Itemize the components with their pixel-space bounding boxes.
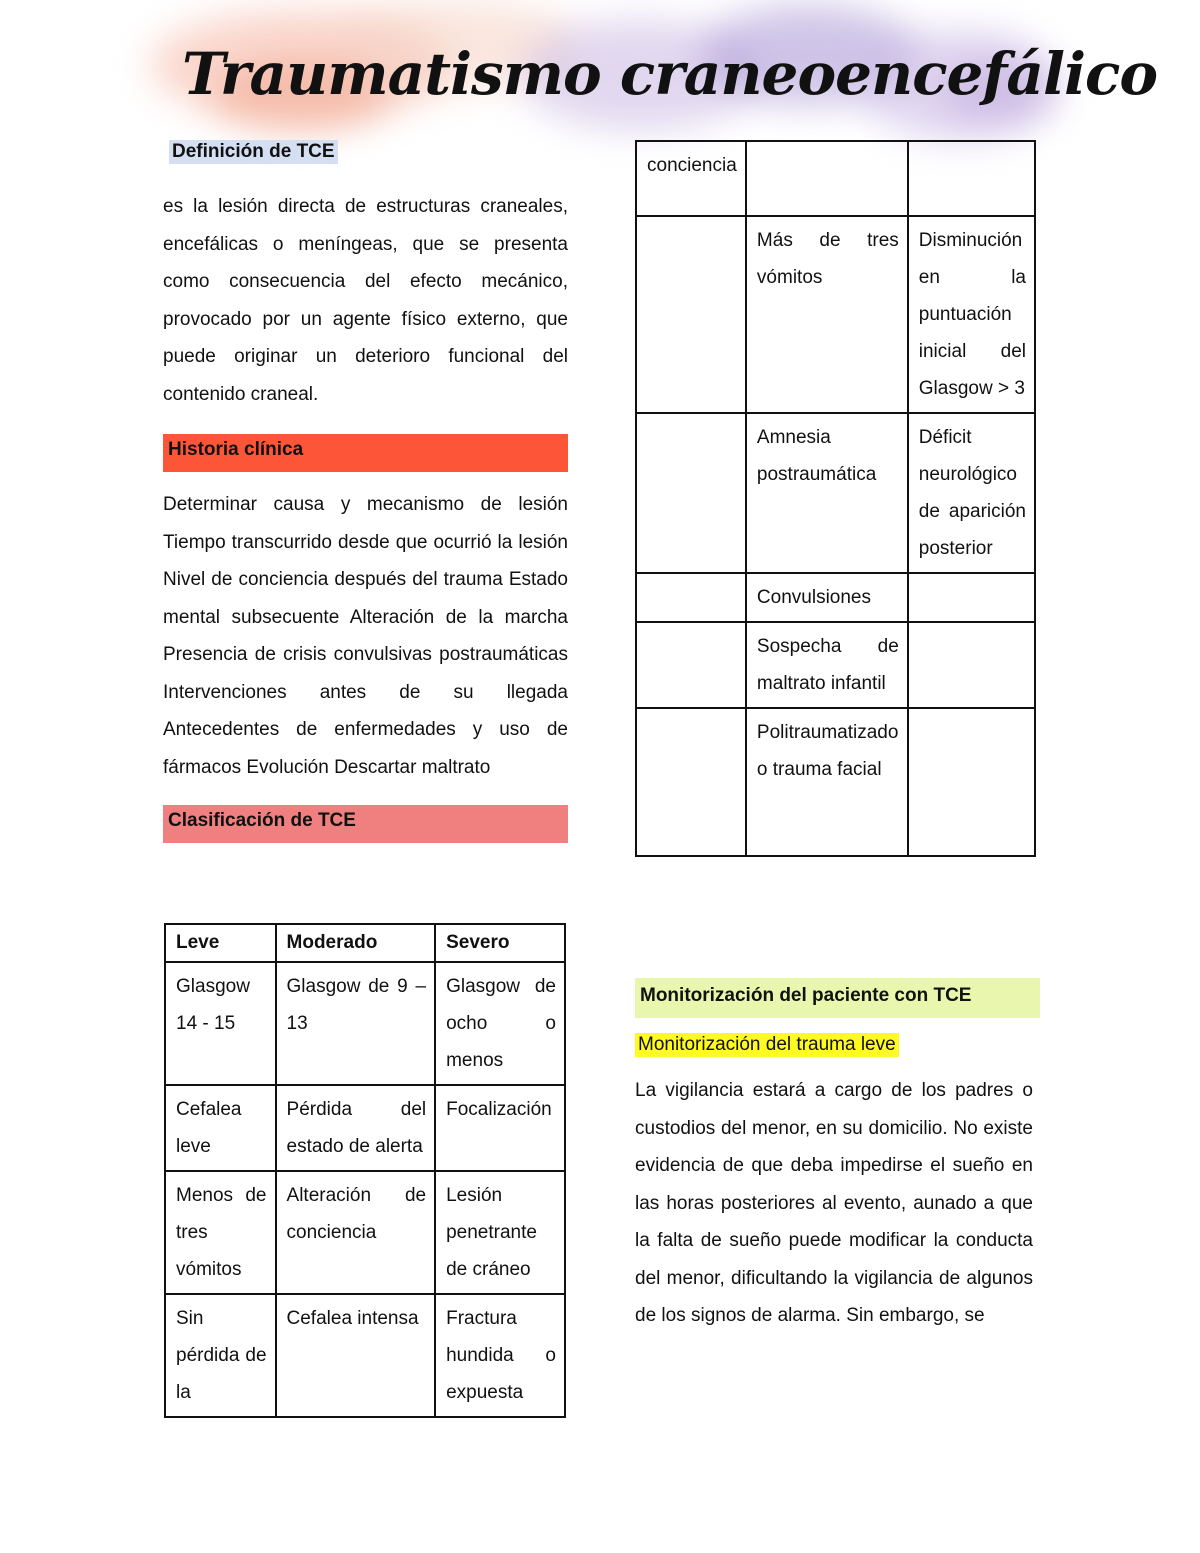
table-cell: Sin pérdida de la xyxy=(165,1294,276,1417)
table-row xyxy=(636,141,1035,216)
table-cell xyxy=(636,216,746,413)
table-row xyxy=(165,962,565,1085)
table-cell: Politraumatizado o trauma facial xyxy=(746,708,908,856)
definition-text: es la lesión directa de estructuras craneales, encefálicas o meníngeas, que se presenta como consecuencia del efecto mecánico, provocado por un agente físico externo, que puede originar un deterioro funcional del contenido craneal. xyxy=(163,196,568,405)
header-moderado: Moderado xyxy=(276,924,436,962)
table-cell: Glasgow de 9 – 13 xyxy=(276,962,436,1085)
table-row xyxy=(636,216,1035,413)
table-row xyxy=(636,708,1035,856)
monitoring-text: La vigilancia estará a cargo de los padres o custodios del menor, en su domicilio. No existe evidencia de que deba impedirse el sueño en las horas posteriores al evento, aunado a que la falta de sueño puede modificar la conducta del menor, dificultando la vigilancia de algunos de los signos de alarma. Sin embargo, se xyxy=(635,1080,1033,1326)
table-cell: Sospecha de maltrato infantil xyxy=(746,622,908,708)
classification-table xyxy=(164,923,566,1418)
table-row xyxy=(165,1294,565,1417)
table-cell xyxy=(636,573,746,622)
table-cell xyxy=(908,573,1035,622)
table-cell: Amnesia postraumática xyxy=(746,413,908,573)
table-cell: Glasgow 14 - 15 xyxy=(165,962,276,1085)
table-cell xyxy=(908,708,1035,856)
table-cell: Focalización xyxy=(435,1085,565,1171)
table-cell: Alteración de conciencia xyxy=(276,1171,436,1294)
table-row xyxy=(636,573,1035,622)
table-cell: Disminución en la puntuación inicial del Glasgow > 3 xyxy=(908,216,1035,413)
table-cell xyxy=(746,141,908,216)
table-header-row xyxy=(165,924,565,962)
table-row xyxy=(165,1171,565,1294)
monitoring-heading: Monitorización del paciente con TCE xyxy=(635,978,1040,1018)
history-text: Determinar causa y mecanismo de lesión Tiempo transcurrido desde que ocurrió la lesión Nivel de conciencia después del trauma Estado mental subsecuente Alteración de la marcha Presencia de crisis convulsivas postraumáticas Intervenciones antes de su llegada Antecedentes de enfermedades y uso de fármacos Evolución Descartar maltrato xyxy=(163,494,568,778)
definition-heading: Definición de TCE xyxy=(169,140,338,164)
table-cell: Menos de tres vómitos xyxy=(165,1171,276,1294)
table-cell: Déficit neurológico de aparición posterior xyxy=(908,413,1035,573)
page-title: Traumatismo craneoencefálico xyxy=(182,40,1158,108)
classification-table-continued xyxy=(635,140,1036,857)
table-row xyxy=(165,1085,565,1171)
table-cell xyxy=(636,413,746,573)
table-row xyxy=(636,413,1035,573)
table-cell xyxy=(908,141,1035,216)
table-cell xyxy=(636,622,746,708)
table-cell xyxy=(636,708,746,856)
classification-heading: Clasificación de TCE xyxy=(163,805,568,843)
table-cell: conciencia xyxy=(636,141,746,216)
table-cell: Cefalea intensa xyxy=(276,1294,436,1417)
header-leve: Leve xyxy=(165,924,276,962)
left-column xyxy=(163,140,568,843)
history-heading: Historia clínica xyxy=(163,434,568,472)
table-cell xyxy=(908,622,1035,708)
mild-trauma-subheading: Monitorización del trauma leve xyxy=(635,1033,899,1057)
table-row xyxy=(636,622,1035,708)
table-cell: Más de tres vómitos xyxy=(746,216,908,413)
table-cell: Cefalea leve xyxy=(165,1085,276,1171)
table-cell: Glasgow de ocho o menos xyxy=(435,962,565,1085)
monitoring-section xyxy=(635,978,1040,1335)
table-cell: Pérdida del estado de alerta xyxy=(276,1085,436,1171)
header-severo: Severo xyxy=(435,924,565,962)
table-cell: Lesión penetrante de cráneo xyxy=(435,1171,565,1294)
table-cell: Convulsiones xyxy=(746,573,908,622)
table-cell: Fractura hundida o expuesta xyxy=(435,1294,565,1417)
